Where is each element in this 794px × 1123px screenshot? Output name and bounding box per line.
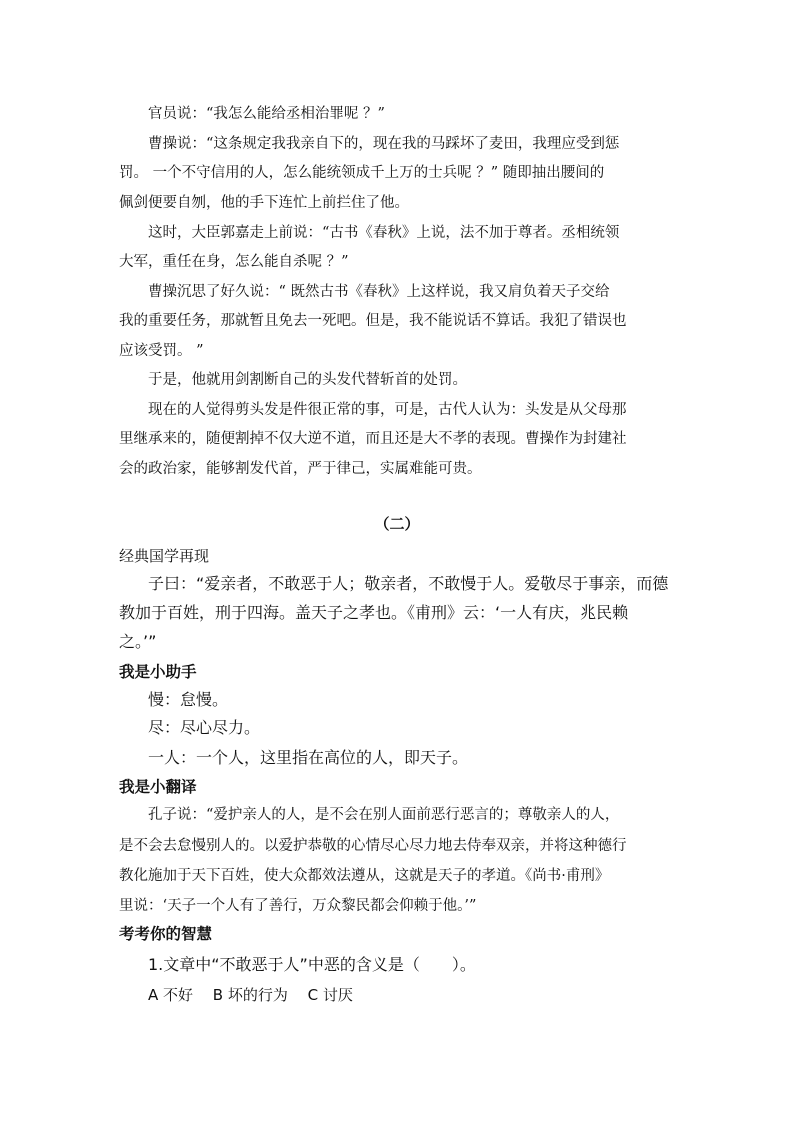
story-line: 这时，大臣郭嘉走上前说：“古书《春秋》上说，法不加于尊者。丞相统领 [148, 225, 620, 241]
story-line: 官员说：“我怎么能给丞相治罪呢 ？” [148, 106, 385, 122]
story-line: 罚。 一个不守信用的人，怎么能统领成千上万的士兵呢 ？” 随即抽出腰间的 [119, 165, 605, 181]
story-line: 我的重要任务，那就暂且免去一死吧。但是，我不能说话不算话。我犯了错误也 [119, 313, 627, 329]
story-line: 佩剑便要自刎，他的手下连忙上前拦住了他。 [119, 195, 409, 211]
translate-line: 里说：‘天子一个人有了善行，万众黎民都会仰赖于他。’” [119, 898, 477, 914]
helper-line: 慢：怠慢。 [148, 690, 229, 709]
classic-heading: 经典国学再现 [119, 547, 210, 565]
section-title: （二） [374, 515, 420, 533]
story-line: 会的政治家，能够割发代首，严于律己，实属难能可贵。 [119, 461, 482, 477]
translate-line: 是不会去怠慢别人的。以爱护恭敬的心情尽心尽力地去侍奉双亲，并将这种德行 [119, 838, 627, 854]
translate-line: 教化施加于天下百姓，使大众都效法遵从，这就是天子的孝道。《尚书·甫刑》 [119, 868, 610, 884]
translate-heading: 我是小翻译 [119, 778, 197, 796]
story-line: 现在的人觉得剪头发是件很正常的事，可是，古代人认为：头发是从父母那 [148, 402, 627, 418]
helper-heading: 我是小助手 [119, 663, 197, 681]
classic-line: 之。’” [119, 632, 157, 651]
quiz-heading: 考考你的智慧 [119, 925, 213, 943]
classic-line: 教加于百姓，刑于四海。盖天子之孝也。《甫刑》云：‘一人有庆，兆民赖 [119, 603, 629, 622]
story-line: 曹操说：“这条规定我我亲自下的，现在我的马踩坏了麦田，我理应受到惩 [148, 136, 620, 152]
story-line: 曹操沉思了好久说：“ 既然古书《春秋》上这样说，我又肩负着天子交给 [148, 284, 610, 300]
helper-line: 一人：一个人，这里指在高位的人，即天子。 [148, 748, 469, 767]
quiz-question: 1.文章中“不敢恶于人”中恶的含义是（ ）。 [148, 955, 476, 974]
quiz-options: A 不好 B 坏的行为 C 讨厌 [148, 986, 353, 1004]
helper-line: 尽：尽心尽力。 [148, 718, 261, 737]
translate-line: 孔子说：“爱护亲人的人，是不会在别人面前恶行恶言的；尊敬亲人的人， [148, 807, 620, 823]
classic-line: 子曰：“爱亲者，不敢恶于人；敬亲者，不敢慢于人。爱敬尽于事亲，而德 [148, 574, 669, 593]
story-line: 应该受罚。 ” [119, 343, 204, 359]
story-line: 大军，重任在身，怎么能自杀呢 ？” [119, 254, 349, 270]
story-line: 里继承来的，随便割掉不仅大逆不道，而且还是大不孝的表现。曹操作为封建社 [119, 431, 627, 447]
story-line: 于是，他就用剑割断自己的头发代替斩首的处罚。 [148, 372, 467, 388]
